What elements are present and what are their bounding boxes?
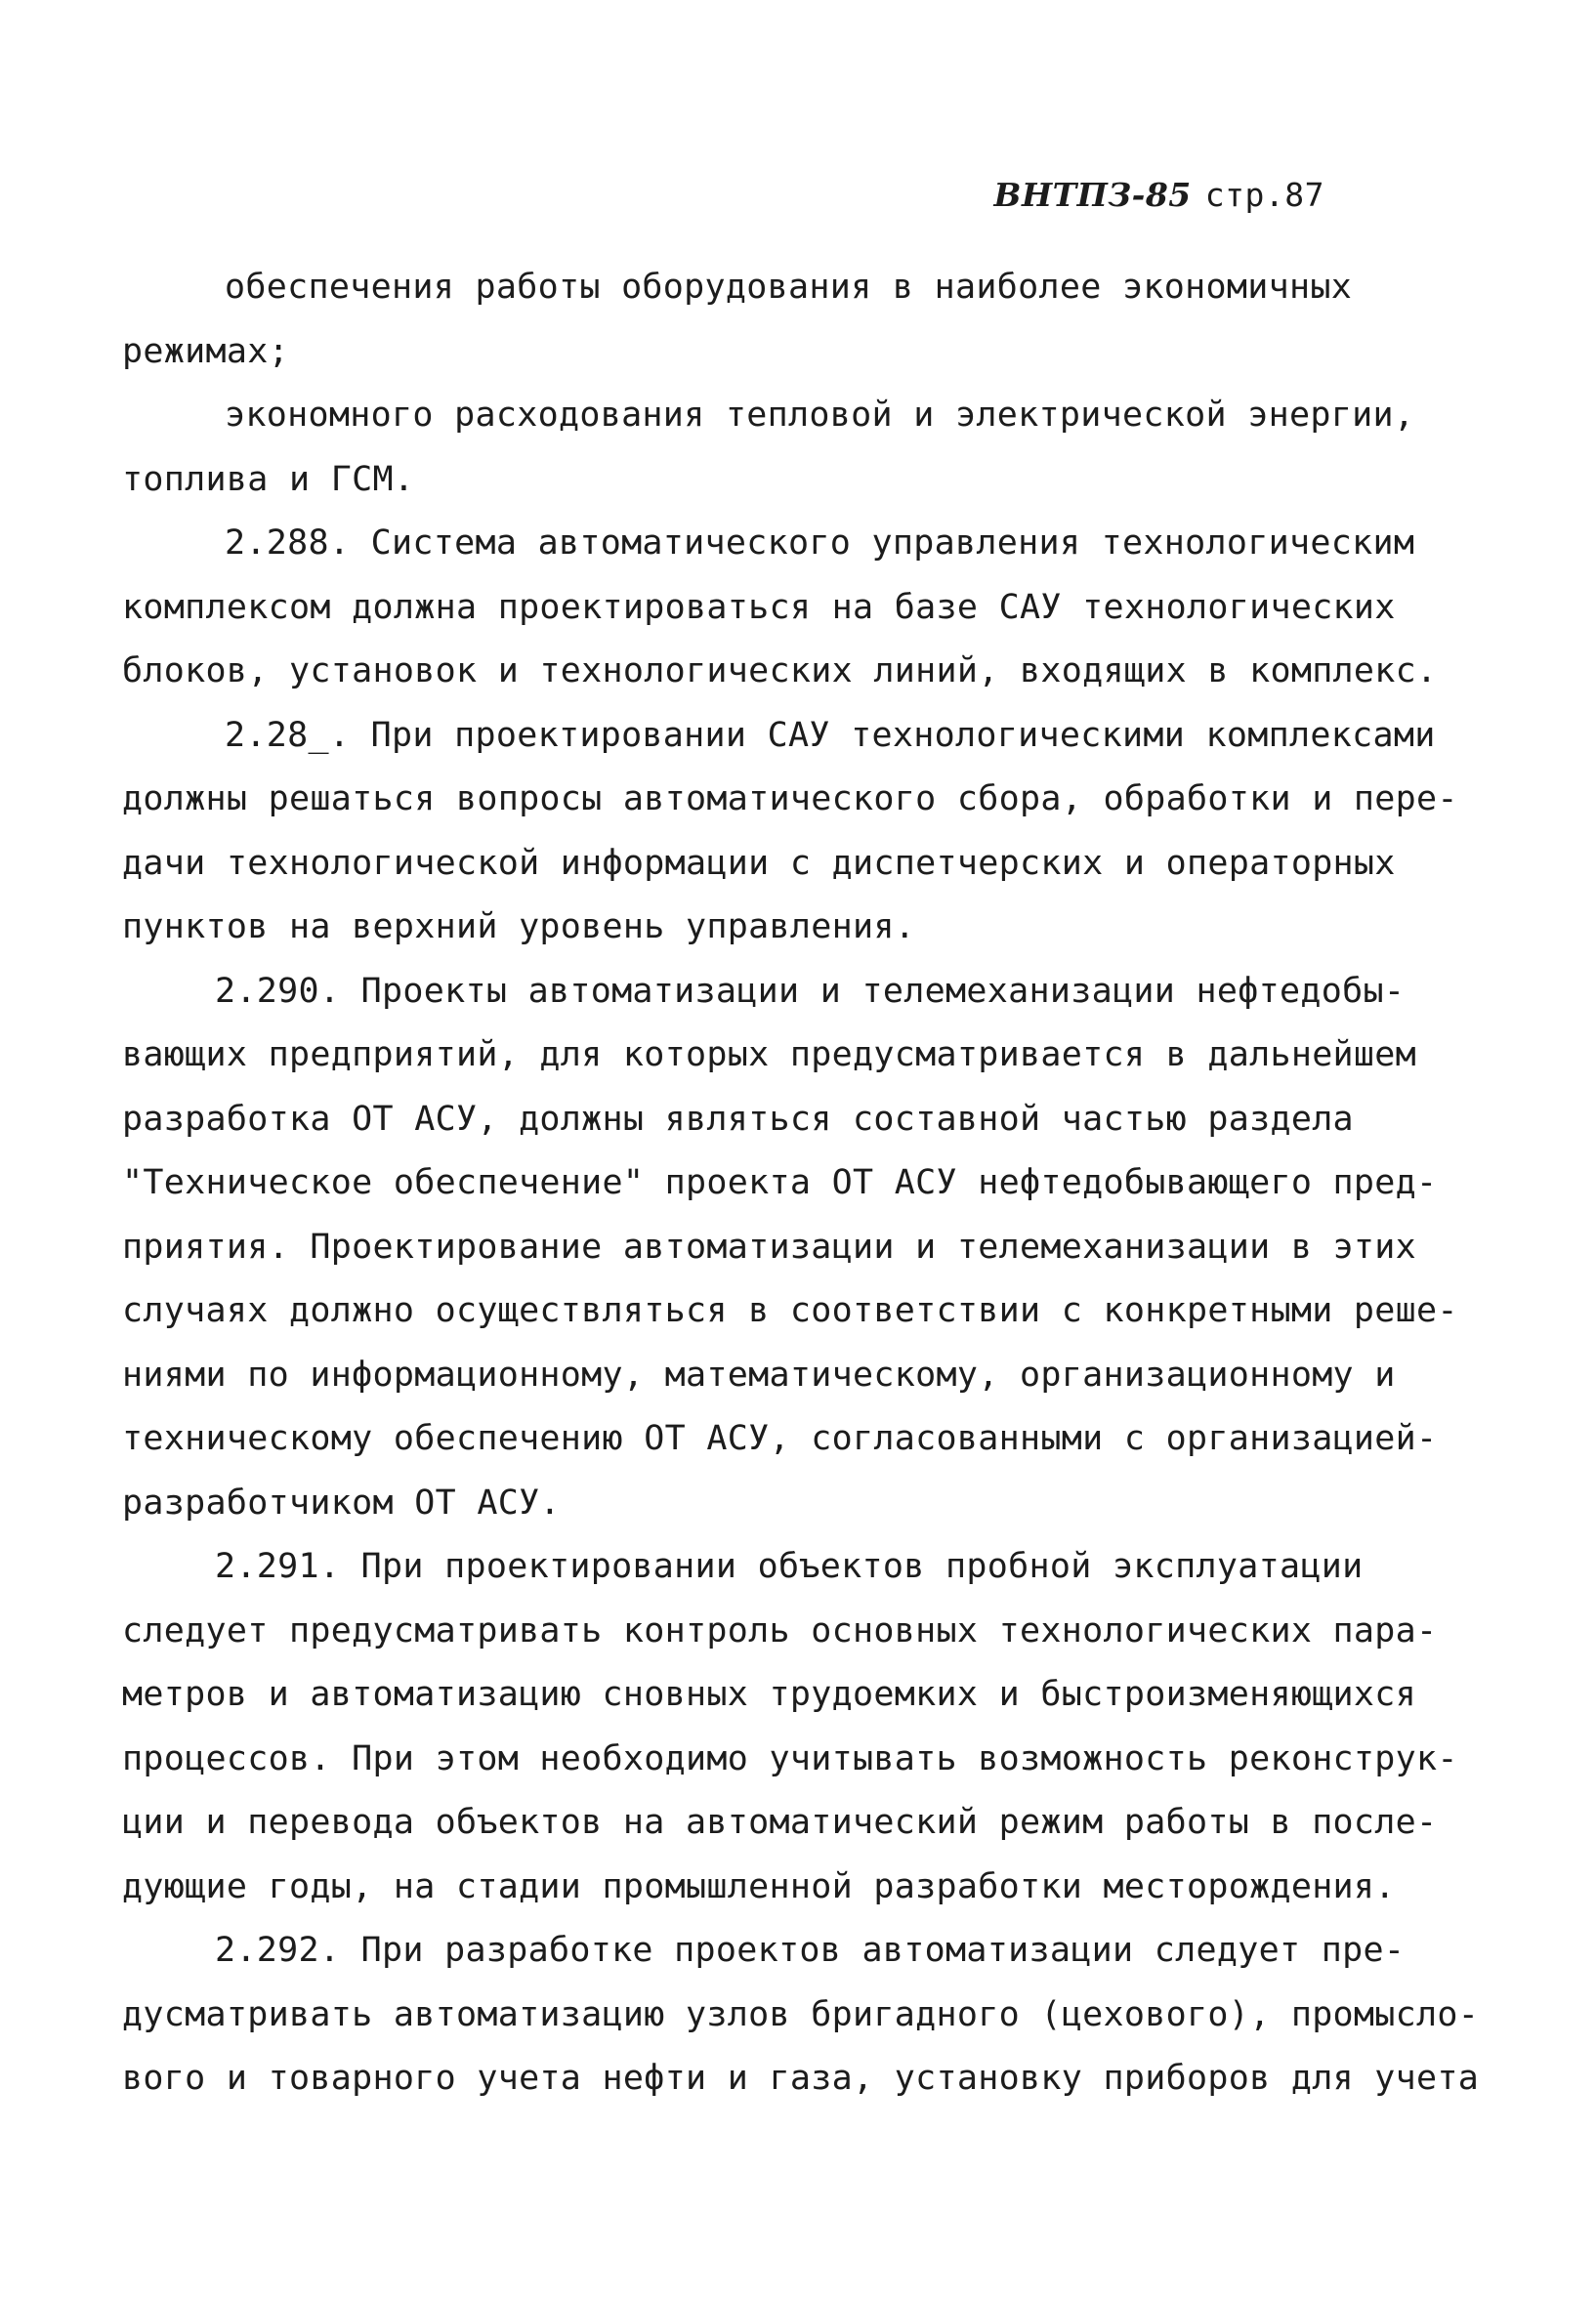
text-line: должны решаться вопросы автоматического сбора, обработки и пере- <box>122 779 1458 818</box>
document-code: ВНТПЗ-85 <box>993 176 1192 214</box>
text-line: следует предусматривать контроль основных технологических пара- <box>122 1610 1438 1650</box>
text-line: экономного расходования тепловой и электрической энергии, <box>225 396 1415 435</box>
text-line: метров и автоматизацию сновных трудоемких и быстроизменяющихся <box>122 1675 1417 1714</box>
text-line: комплексом должна проектироваться на базе САУ технологических <box>122 587 1396 627</box>
text-line: 2.291. При проектировании объектов пробной эксплуатации <box>215 1547 1364 1586</box>
text-line: случаях должно осуществляться в соответствии с конкретными реше- <box>122 1291 1458 1330</box>
text-line: 2.288. Система автоматического управления технологическим <box>225 523 1415 563</box>
text-line: дусматривать автоматизацию узлов бригадного (цехового), промысло- <box>122 1994 1480 2034</box>
text-line: топлива и ГСМ. <box>122 459 415 499</box>
text-line: режимах; <box>122 331 289 371</box>
text-line: разработчиком ОТ АСУ. <box>122 1483 561 1523</box>
page-header <box>994 176 1324 214</box>
text-line: блоков, установок и технологических линий, входящих в комплекс. <box>122 651 1438 690</box>
text-line: дачи технологической информации с диспетчерских и операторных <box>122 843 1396 883</box>
text-line: пунктов на верхний уровень управления. <box>122 907 916 946</box>
text-line: "Техническое обеспечение" проекта ОТ АСУ нефтедобывающего пред- <box>122 1163 1438 1202</box>
text-line: разработка ОТ АСУ, должны являться составной частью раздела <box>122 1099 1354 1139</box>
text-line: обеспечения работы оборудования в наиболее экономичных <box>225 268 1353 307</box>
text-line: вающих предприятий, для которых предусматривается в дальнейшем <box>122 1035 1417 1074</box>
text-line: дующие годы, на стадии промышленной разработки месторождения. <box>122 1866 1396 1906</box>
text-line: ции и перевода объектов на автоматический режим работы в после- <box>122 1803 1438 1842</box>
text-line: приятия. Проектирование автоматизации и телемеханизации в этих <box>122 1227 1417 1267</box>
text-line: техническому обеспечению ОТ АСУ, согласованными с организацией- <box>122 1419 1438 1458</box>
text-line: вого и товарного учета нефти и газа, установку приборов для учета <box>122 2059 1480 2098</box>
page-number: стр.87 <box>1204 176 1324 214</box>
text-line: процессов. При этом необходимо учитывать возможность реконструк- <box>122 1738 1458 1778</box>
text-line: 2.28_. При проектировании САУ технологическими комплексами <box>225 715 1436 755</box>
text-line: 2.292. При разработке проектов автоматизации следует пре- <box>215 1931 1406 1970</box>
body-text <box>122 256 1480 2111</box>
text-line: ниями по информационному, математическому, организационному и <box>122 1355 1396 1395</box>
text-line: 2.290. Проекты автоматизации и телемеханизации нефтедобы- <box>215 971 1406 1011</box>
